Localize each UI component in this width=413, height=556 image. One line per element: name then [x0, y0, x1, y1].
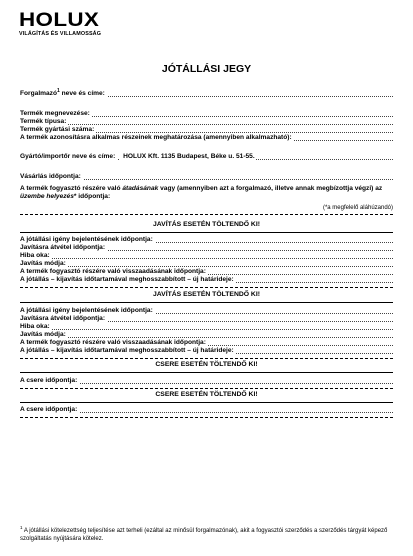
- repair2-return-date[interactable]: A termék fogyasztó részére való visszaadásának időpontja:: [20, 339, 393, 347]
- logo-tagline: VILÁGÍTÁS ÉS VILLAMOSSÁG: [19, 31, 102, 37]
- product-name-label: Termék megnevezése:: [20, 110, 90, 117]
- purchase-date-label: Vásárlás időpontja:: [20, 173, 81, 180]
- document-title: JÓTÁLLÁSI JEGY: [161, 63, 252, 75]
- separator: [20, 417, 393, 418]
- repair2-fault-cause[interactable]: Hiba oka:: [20, 323, 393, 331]
- repair1-new-deadline[interactable]: A jótállás – kijavítás időtartamával meghosszabbított – új határideje:: [20, 276, 393, 284]
- replace2-date[interactable]: A csere időpontja:: [20, 406, 393, 414]
- footnote-text: A jótállási kötelezettség teljesítése azt terheli (ezáltal az minősül forgalmazónak), akit a fogyasztói szerződés a szerződés tárgyát képező szolgáltatás nyújtására kötelez.: [20, 528, 388, 542]
- importer-value: HOLUX Kft. 1135 Budapest, Béke u. 51-55.: [119, 153, 255, 160]
- product-serial-label: Termék gyártási száma:: [20, 126, 95, 133]
- product-ident-field[interactable]: [20, 134, 393, 142]
- product-type-label: Termék típusa:: [20, 118, 67, 125]
- replace-heading-2: CSERE ESETÉN TÖLTENDŐ KI!: [155, 391, 258, 398]
- separator: [20, 232, 393, 233]
- footnote: [20, 524, 395, 543]
- handover-note: (*a megfelelő aláhúzandó): [322, 205, 393, 211]
- separator: [20, 372, 393, 373]
- separator: [20, 214, 393, 215]
- repair1-report-date[interactable]: A jótállási igény bejelentésének időpontja:: [20, 236, 393, 244]
- separator: [20, 302, 393, 303]
- product-ident-label: A termék azonosításra alkalmas részeinek meghatározása (amennyiben alkalmazható):: [20, 134, 292, 141]
- repair-heading-1: JAVÍTÁS ESETÉN TÖLTENDŐ KI!: [153, 221, 260, 228]
- importer-field[interactable]: [20, 153, 393, 161]
- footnote-ref: 1: [57, 88, 60, 94]
- seller-label: Forgalmazó: [20, 90, 58, 98]
- seller-field[interactable]: [20, 87, 393, 98]
- product-serial-field[interactable]: [20, 126, 393, 134]
- repair2-repair-method[interactable]: Javítás módja:: [20, 331, 393, 339]
- repair1-fault-cause[interactable]: Hiba oka:: [20, 252, 393, 260]
- repair2-receipt-date[interactable]: Javításra átvétel időpontja:: [20, 315, 393, 323]
- repair1-return-date[interactable]: A termék fogyasztó részére való visszaadásának időpontja:: [20, 268, 393, 276]
- handover-label: A termék fogyasztó részére való átadásának vagy (amennyiben azt a forgalmazó, illetve annak megbízottja végzi) az üzembe helyezés* időpontja:: [20, 185, 383, 200]
- replace-heading-1: CSERE ESETÉN TÖLTENDŐ KI!: [155, 361, 258, 368]
- separator: [20, 287, 393, 288]
- repair2-new-deadline[interactable]: A jótállás – kijavítás időtartamával meghosszabbított – új határideje:: [20, 347, 393, 355]
- repair-heading-2: JAVÍTÁS ESETÉN TÖLTENDŐ KI!: [153, 291, 260, 298]
- separator: [20, 388, 393, 389]
- purchase-date-field[interactable]: [20, 173, 393, 181]
- seller-label-rest: neve és címe:: [59, 90, 105, 98]
- footnote-mark: 1: [20, 525, 23, 530]
- holux-logo: [19, 11, 101, 37]
- logo-wordmark: HOLUX: [19, 10, 100, 31]
- product-name-field[interactable]: [20, 110, 393, 118]
- repair1-repair-method[interactable]: Javítás módja:: [20, 260, 393, 268]
- importer-label: Gyártó/importőr neve és címe:: [20, 153, 116, 160]
- separator: [20, 358, 393, 359]
- product-type-field[interactable]: [20, 118, 393, 126]
- repair1-receipt-date[interactable]: Javításra átvétel időpontja:: [20, 244, 393, 252]
- separator: [20, 402, 393, 403]
- replace1-date[interactable]: A csere időpontja:: [20, 377, 393, 385]
- repair2-report-date[interactable]: A jótállási igény bejelentésének időpontja:: [20, 307, 393, 315]
